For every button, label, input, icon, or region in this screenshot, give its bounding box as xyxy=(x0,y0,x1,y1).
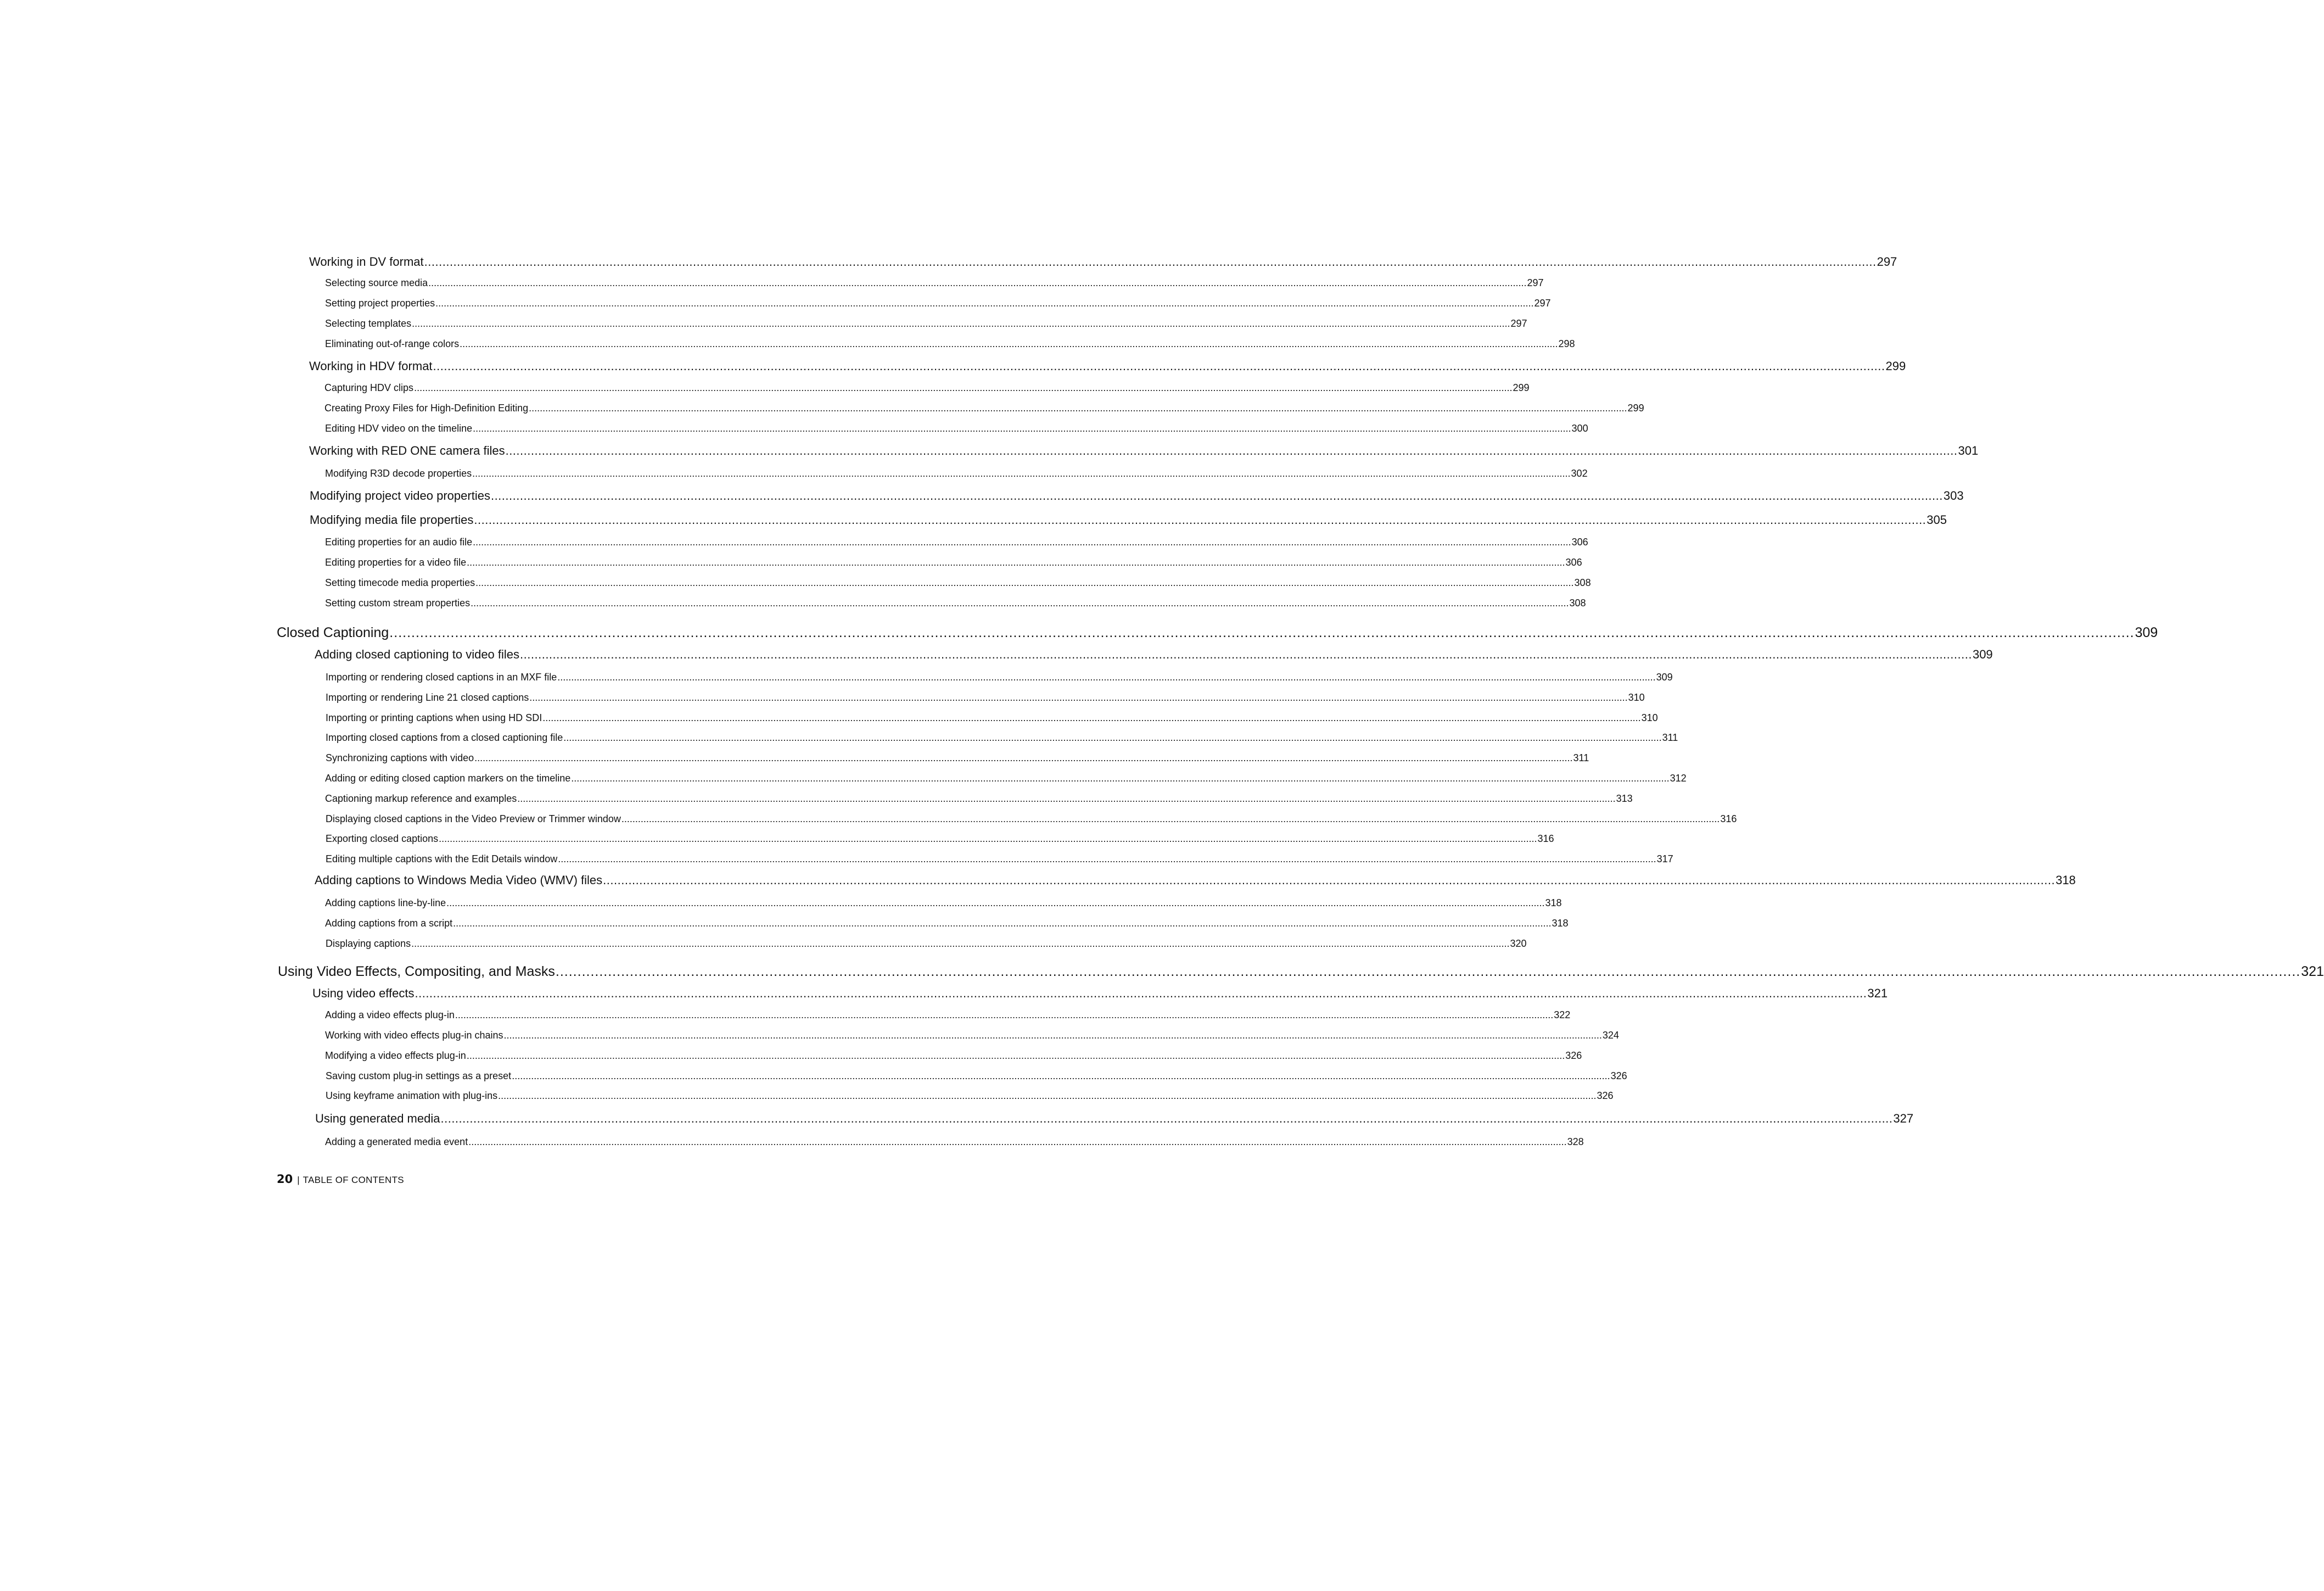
toc-dot-leader: ................................................................................................................................................................................................................................................................................................................................................................................................................ xyxy=(435,298,1534,309)
toc-entry-title: Working in HDV format xyxy=(309,359,433,373)
toc-entry-level-3[interactable] xyxy=(325,1136,1584,1147)
toc-dot-leader: ................................................................................................................................................................................................................................................................................................................................................................................................................ xyxy=(453,918,1552,929)
toc-entry-title: Working with video effects plug-in chains xyxy=(325,1030,503,1041)
toc-entry-level-2[interactable] xyxy=(310,513,1947,527)
toc-dot-leader: ................................................................................................................................................................................................................................................................................................................................................................................................................ xyxy=(471,598,1569,609)
footer-separator: | xyxy=(297,1175,300,1185)
toc-dot-leader: ................................................................................................................................................................................................................................................................................................................................................................................................................ xyxy=(414,382,1513,393)
toc-entry-level-3[interactable] xyxy=(325,1050,1582,1061)
toc-entry-level-2[interactable] xyxy=(309,444,1979,457)
toc-dot-leader: ................................................................................................................................................................................................................................................................................................................................................................................................................ xyxy=(490,489,1943,503)
toc-entry-page-number: 326 xyxy=(1610,1070,1627,1081)
toc-dot-leader: ................................................................................................................................................................................................................................................................................................................................................................................................................ xyxy=(498,1090,1597,1101)
toc-entry-title: Setting custom stream properties xyxy=(325,598,471,609)
toc-entry-title: Adding or editing closed caption markers on the timeline xyxy=(325,773,571,784)
toc-dot-leader: ................................................................................................................................................................................................................................................................................................................................................................................................................ xyxy=(475,577,1574,588)
toc-dot-leader: ................................................................................................................................................................................................................................................................................................................................................................................................................ xyxy=(473,423,1571,434)
toc-entry-title: Importing closed captions from a closed captioning file xyxy=(326,732,563,743)
toc-entry-page-number: 299 xyxy=(1885,359,1906,373)
toc-entry-title: Adding captions line-by-line xyxy=(325,897,446,908)
toc-entry-title: Working in DV format xyxy=(309,255,424,269)
toc-entry-page-number: 313 xyxy=(1616,793,1633,804)
toc-entry-level-3[interactable] xyxy=(326,712,1658,723)
toc-entry-title: Displaying closed captions in the Video Preview or Trimmer window xyxy=(326,813,621,824)
toc-entry-title: Editing properties for a video file xyxy=(325,557,467,568)
toc-entry-page-number: 327 xyxy=(1893,1112,1914,1125)
toc-dot-leader: ................................................................................................................................................................................................................................................................................................................................................................................................................ xyxy=(474,752,1573,763)
toc-entry-page-number: 312 xyxy=(1670,773,1687,784)
toc-entry-page-number: 320 xyxy=(1510,938,1527,949)
toc-entry-level-3[interactable] xyxy=(325,277,1544,288)
toc-entry-title: Using Video Effects, Compositing, and Masks xyxy=(278,964,555,979)
toc-entry-level-3[interactable] xyxy=(325,577,1591,588)
toc-entry-level-3[interactable] xyxy=(326,853,1673,864)
toc-dot-leader: ................................................................................................................................................................................................................................................................................................................................................................................................................ xyxy=(558,853,1656,864)
toc-entry-page-number: 297 xyxy=(1877,255,1897,269)
toc-dot-leader: ................................................................................................................................................................................................................................................................................................................................................................................................................ xyxy=(455,1009,1554,1020)
toc-entry-level-3[interactable] xyxy=(325,1009,1571,1020)
toc-entry-level-2[interactable] xyxy=(315,873,2076,887)
toc-entry-page-number: 303 xyxy=(1943,489,1964,503)
toc-entry-title: Saving custom plug-in settings as a preset xyxy=(326,1070,512,1081)
toc-dot-leader: ................................................................................................................................................................................................................................................................................................................................................................................................................ xyxy=(555,964,2301,979)
toc-entry-title: Working with RED ONE camera files xyxy=(309,444,505,457)
toc-entry-title: Selecting templates xyxy=(325,318,412,329)
toc-entry-title: Editing HDV video on the timeline xyxy=(325,423,473,434)
toc-entry-page-number: 316 xyxy=(1720,813,1737,824)
toc-entry-level-1[interactable] xyxy=(278,964,2324,979)
toc-entry-title: Modifying media file properties xyxy=(310,513,474,527)
toc-dot-leader: ................................................................................................................................................................................................................................................................................................................................................................................................................ xyxy=(415,986,1867,1000)
toc-entry-page-number: 297 xyxy=(1534,298,1551,309)
toc-entry-level-3[interactable] xyxy=(325,793,1633,804)
toc-dot-leader: ................................................................................................................................................................................................................................................................................................................................................................................................................ xyxy=(440,1112,1893,1125)
toc-entry-title: Importing or rendering closed captions in an MXF file xyxy=(326,672,557,683)
toc-entry-title: Modifying R3D decode properties xyxy=(325,468,472,479)
toc-entry-title: Modifying project video properties xyxy=(310,489,490,503)
toc-dot-leader: ................................................................................................................................................................................................................................................................................................................................................................................................................ xyxy=(472,468,1571,479)
toc-entry-level-3[interactable] xyxy=(324,403,1644,414)
toc-entry-page-number: 321 xyxy=(2301,964,2324,979)
toc-entry-page-number: 297 xyxy=(1527,277,1544,288)
toc-entry-title: Displaying captions xyxy=(326,938,411,949)
toc-dot-leader: ................................................................................................................................................................................................................................................................................................................................................................................................................ xyxy=(571,773,1670,784)
toc-entry-level-3[interactable] xyxy=(324,382,1530,393)
toc-dot-leader: ................................................................................................................................................................................................................................................................................................................................................................................................................ xyxy=(466,1050,1565,1061)
toc-entry-page-number: 302 xyxy=(1571,468,1588,479)
toc-dot-leader: ................................................................................................................................................................................................................................................................................................................................................................................................................ xyxy=(474,513,1927,527)
toc-entry-level-3[interactable] xyxy=(326,833,1554,844)
toc-entry-page-number: 311 xyxy=(1573,752,1589,763)
toc-entry-title: Setting timecode media properties xyxy=(325,577,475,588)
toc-entry-page-number: 309 xyxy=(1656,672,1673,683)
toc-dot-leader: ................................................................................................................................................................................................................................................................................................................................................................................................................ xyxy=(424,255,1877,269)
toc-dot-leader: ................................................................................................................................................................................................................................................................................................................................................................................................................ xyxy=(460,338,1558,349)
toc-entry-page-number: 326 xyxy=(1565,1050,1582,1061)
toc-dot-leader: ................................................................................................................................................................................................................................................................................................................................................................................................................ xyxy=(542,712,1641,723)
toc-dot-leader: ................................................................................................................................................................................................................................................................................................................................................................................................................ xyxy=(468,1136,1567,1147)
toc-dot-leader: ................................................................................................................................................................................................................................................................................................................................................................................................................ xyxy=(529,403,1627,414)
toc-entry-level-3[interactable] xyxy=(326,1090,1614,1101)
toc-entry-level-3[interactable] xyxy=(325,537,1588,548)
toc-entry-title: Adding a generated media event xyxy=(325,1136,468,1147)
toc-entry-level-2[interactable] xyxy=(315,1112,1914,1125)
toc-entry-level-3[interactable] xyxy=(325,1030,1619,1041)
toc-entry-title: Captioning markup reference and examples xyxy=(325,793,517,804)
toc-entry-title: Adding captions from a script xyxy=(325,918,453,929)
toc-entry-title: Importing or printing captions when using HD SDI xyxy=(326,712,542,723)
toc-dot-leader: ................................................................................................................................................................................................................................................................................................................................................................................................................ xyxy=(467,557,1565,568)
toc-entry-page-number: 306 xyxy=(1571,537,1588,548)
toc-entry-level-3[interactable] xyxy=(325,598,1586,609)
toc-dot-leader: ................................................................................................................................................................................................................................................................................................................................................................................................................ xyxy=(557,672,1656,683)
toc-entry-level-3[interactable] xyxy=(326,752,1589,763)
toc-entry-page-number: 311 xyxy=(1662,732,1678,743)
footer-page-number: 20 xyxy=(277,1173,293,1186)
toc-entry-title: Editing properties for an audio file xyxy=(325,537,473,548)
toc-entry-title: Creating Proxy Files for High-Definition Editing xyxy=(324,403,529,414)
toc-entry-level-2[interactable] xyxy=(312,986,1888,1000)
toc-entry-level-3[interactable] xyxy=(325,298,1551,309)
toc-entry-page-number: 318 xyxy=(2056,873,2076,887)
toc-entry-title: Using video effects xyxy=(312,986,415,1000)
toc-entry-title: Adding a video effects plug-in xyxy=(325,1009,455,1020)
toc-dot-leader: ................................................................................................................................................................................................................................................................................................................................................................................................................ xyxy=(412,318,1510,329)
toc-entry-page-number: 310 xyxy=(1628,692,1645,703)
toc-dot-leader: ................................................................................................................................................................................................................................................................................................................................................................................................................ xyxy=(529,692,1628,703)
toc-entry-page-number: 299 xyxy=(1627,403,1644,414)
toc-dot-leader: ................................................................................................................................................................................................................................................................................................................................................................................................................ xyxy=(563,732,1662,743)
toc-dot-leader: ................................................................................................................................................................................................................................................................................................................................................................................................................ xyxy=(428,277,1527,288)
toc-entry-level-2[interactable] xyxy=(315,647,1993,661)
page-footer xyxy=(277,1173,404,1186)
toc-entry-page-number: 326 xyxy=(1597,1090,1614,1101)
toc-entry-page-number: 297 xyxy=(1510,318,1527,329)
toc-entry-level-3[interactable] xyxy=(325,773,1687,784)
toc-dot-leader: ................................................................................................................................................................................................................................................................................................................................................................................................................ xyxy=(520,647,1972,661)
toc-entry-page-number: 306 xyxy=(1565,557,1582,568)
toc-entry-page-number: 305 xyxy=(1927,513,1947,527)
toc-dot-leader: ................................................................................................................................................................................................................................................................................................................................................................................................................ xyxy=(503,1030,1602,1041)
toc-entry-page-number: 317 xyxy=(1656,853,1673,864)
toc-entry-level-3[interactable] xyxy=(325,318,1527,329)
toc-entry-page-number: 308 xyxy=(1569,598,1586,609)
toc-entry-page-number: 318 xyxy=(1552,918,1569,929)
toc-entry-title: Using generated media xyxy=(315,1112,440,1125)
toc-dot-leader: ................................................................................................................................................................................................................................................................................................................................................................................................................ xyxy=(439,833,1537,844)
toc-entry-page-number: 301 xyxy=(1958,444,1979,457)
toc-entry-title: Editing multiple captions with the Edit Details window xyxy=(326,853,558,864)
toc-dot-leader: ................................................................................................................................................................................................................................................................................................................................................................................................................ xyxy=(512,1070,1610,1081)
toc-entry-level-3[interactable] xyxy=(325,468,1588,479)
toc-entry-page-number: 310 xyxy=(1641,712,1658,723)
toc-dot-leader: ................................................................................................................................................................................................................................................................................................................................................................................................................ xyxy=(473,537,1571,548)
toc-entry-page-number: 309 xyxy=(1972,647,1993,661)
toc-dot-leader: ................................................................................................................................................................................................................................................................................................................................................................................................................ xyxy=(411,938,1510,949)
toc-entry-title: Synchronizing captions with video xyxy=(326,752,474,763)
toc-entry-title: Closed Captioning xyxy=(277,625,389,640)
toc-dot-leader: ................................................................................................................................................................................................................................................................................................................................................................................................................ xyxy=(505,444,1958,457)
toc-dot-leader: ................................................................................................................................................................................................................................................................................................................................................................................................................ xyxy=(433,359,1885,373)
footer-section-label: TABLE OF CONTENTS xyxy=(303,1175,404,1185)
toc-entry-level-3[interactable] xyxy=(325,918,1569,929)
toc-entry-title: Setting project properties xyxy=(325,298,435,309)
toc-entry-page-number: 328 xyxy=(1567,1136,1584,1147)
toc-entry-page-number: 318 xyxy=(1545,897,1562,908)
toc-entry-title: Using keyframe animation with plug-ins xyxy=(326,1090,498,1101)
toc-entry-page-number: 308 xyxy=(1574,577,1591,588)
toc-entry-title: Adding captions to Windows Media Video (WMV) files xyxy=(315,873,603,887)
toc-entry-level-3[interactable] xyxy=(326,1070,1627,1081)
toc-entry-title: Selecting source media xyxy=(325,277,428,288)
toc-entry-title: Capturing HDV clips xyxy=(324,382,414,393)
toc-dot-leader: ................................................................................................................................................................................................................................................................................................................................................................................................................ xyxy=(389,625,2135,640)
toc-entry-page-number: 316 xyxy=(1537,833,1554,844)
toc-entry-level-3[interactable] xyxy=(325,557,1582,568)
toc-dot-leader: ................................................................................................................................................................................................................................................................................................................................................................................................................ xyxy=(446,897,1545,908)
toc-entry-level-3[interactable] xyxy=(325,423,1588,434)
toc-entry-page-number: 298 xyxy=(1558,338,1575,349)
toc-entry-page-number: 321 xyxy=(1867,986,1888,1000)
toc-entry-title: Eliminating out-of-range colors xyxy=(325,338,460,349)
toc-entry-level-3[interactable] xyxy=(325,897,1562,908)
toc-entry-page-number: 300 xyxy=(1571,423,1588,434)
toc-entry-level-2[interactable] xyxy=(309,255,1897,269)
toc-entry-level-1[interactable] xyxy=(277,625,2158,640)
toc-entry-level-3[interactable] xyxy=(326,672,1673,683)
toc-entry-page-number: 324 xyxy=(1602,1030,1619,1041)
toc-entry-level-3[interactable] xyxy=(326,732,1678,743)
toc-entry-title: Adding closed captioning to video files xyxy=(315,647,520,661)
toc-entry-level-3[interactable] xyxy=(326,938,1527,949)
toc-entry-title: Importing or rendering Line 21 closed captions xyxy=(326,692,529,703)
toc-dot-leader: ................................................................................................................................................................................................................................................................................................................................................................................................................ xyxy=(621,813,1720,824)
toc-entry-level-2[interactable] xyxy=(309,359,1906,373)
toc-entry-title: Modifying a video effects plug-in xyxy=(325,1050,466,1061)
toc-entry-title: Exporting closed captions xyxy=(326,833,439,844)
toc-dot-leader: ................................................................................................................................................................................................................................................................................................................................................................................................................ xyxy=(603,873,2056,887)
toc-entry-level-2[interactable] xyxy=(310,489,1964,503)
toc-entry-level-3[interactable] xyxy=(326,813,1737,824)
toc-entry-page-number: 309 xyxy=(2135,625,2158,640)
toc-dot-leader: ................................................................................................................................................................................................................................................................................................................................................................................................................ xyxy=(517,793,1616,804)
toc-entry-level-3[interactable] xyxy=(326,692,1645,703)
toc-entry-page-number: 322 xyxy=(1554,1009,1571,1020)
toc-entry-page-number: 299 xyxy=(1513,382,1530,393)
toc-entry-level-3[interactable] xyxy=(325,338,1575,349)
